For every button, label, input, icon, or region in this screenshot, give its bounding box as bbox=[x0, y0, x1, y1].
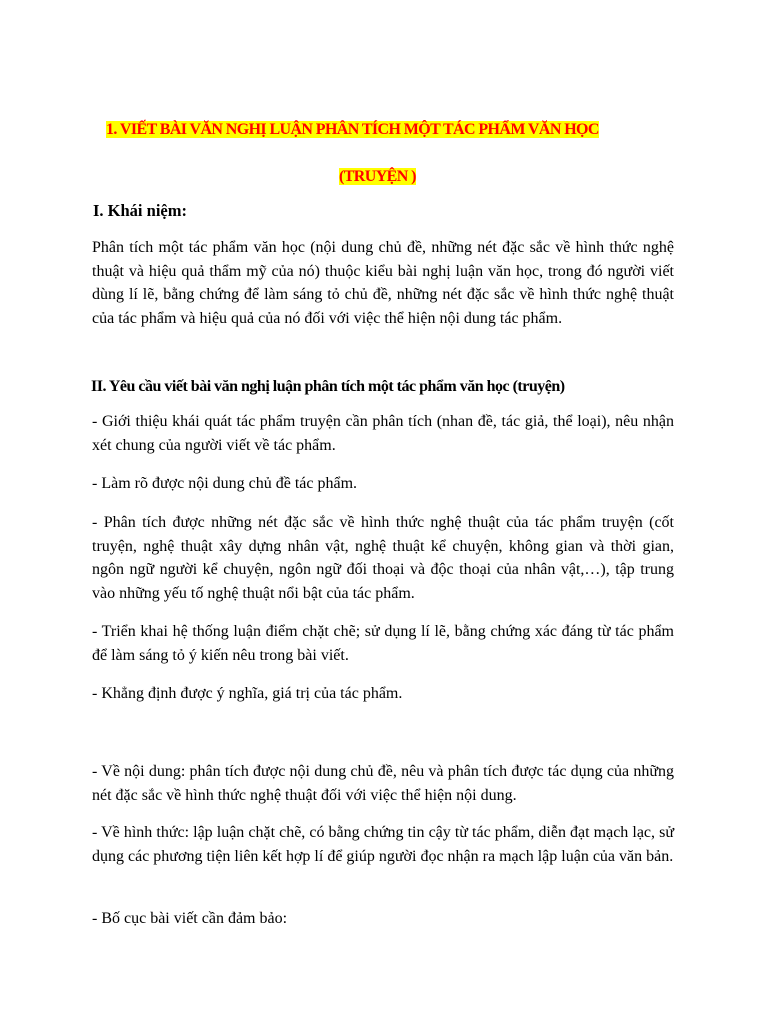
concept-paragraph: Phân tích một tác phẩm văn học (nội dung chủ đề, những nét đặc sắc về hình thức nghệ thuật và hiệu quả thẩm mỹ của nó) thuộc kiểu bài nghị luận văn học, trong đó người viết dùng lí lẽ, bằng chứng để làm sáng tỏ chủ đề, những nét đặc sắc về hình thức nghệ thuật của tác phẩm và hiệu quả của nó đối với việc thể hiện nội dung tác phẩm. bbox=[92, 239, 674, 327]
list-item: - Giới thiệu khái quát tác phẩm truyện cần phân tích (nhan đề, tác giả, thể loại), nêu nhận xét chung của người viết về tác phẩm. bbox=[92, 413, 674, 454]
title-highlight: (TRUYỆN ) bbox=[339, 168, 416, 185]
list-item: - Về nội dung: phân tích được nội dung chủ đề, nêu và phân tích được tác dụng của những nét đặc sắc về hình thức nghệ thuật đối với việc thể hiện nội dung. bbox=[92, 763, 674, 804]
list-item: - Phân tích được những nét đặc sắc về hình thức nghệ thuật của tác phẩm truyện (cốt truyện, nghệ thuật xây dựng nhân vật, nghệ thuật kể chuyện, không gian và thời gian, ngôn ngữ người kể chuyện, ngôn ngữ đối thoại và độc thoại của nhân vật,…), tập trung vào những yếu tố nghệ thuật nổi bật của tác phẩm. bbox=[92, 514, 674, 602]
list-item: - Bố cục bài viết cần đảm bảo: bbox=[92, 910, 288, 927]
title-highlight: 1. VIẾT BÀI VĂN NGHỊ LUẬN PHÂN TÍCH MỘT TÁC PHẨM VĂN HỌC bbox=[106, 121, 599, 138]
list-item: - Triển khai hệ thống luận điểm chặt chẽ; sử dụng lí lẽ, bằng chứng xác đáng từ tác phẩm để làm sáng tỏ ý kiến nêu trong bài viết. bbox=[92, 623, 674, 664]
list-item: - Làm rõ được nội dung chủ đề tác phẩm. bbox=[92, 475, 358, 492]
section-heading-concept: I. Khái niệm: bbox=[93, 201, 187, 220]
section-heading-requirements: II. Yêu cầu viết bài văn nghị luận phân tích một tác phẩm văn học (truyện) bbox=[91, 378, 565, 395]
document-title-line-2 bbox=[339, 167, 416, 187]
list-item: - Khẳng định được ý nghĩa, giá trị của tác phẩm. bbox=[92, 685, 403, 702]
document-title-line-1 bbox=[106, 120, 599, 140]
list-item: - Về hình thức: lập luận chặt chẽ, có bằng chứng tin cậy từ tác phẩm, diễn đạt mạch lạc, sử dụng các phương tiện liên kết hợp lí để giúp người đọc nhận ra mạch lập luận của văn bản. bbox=[92, 824, 674, 865]
